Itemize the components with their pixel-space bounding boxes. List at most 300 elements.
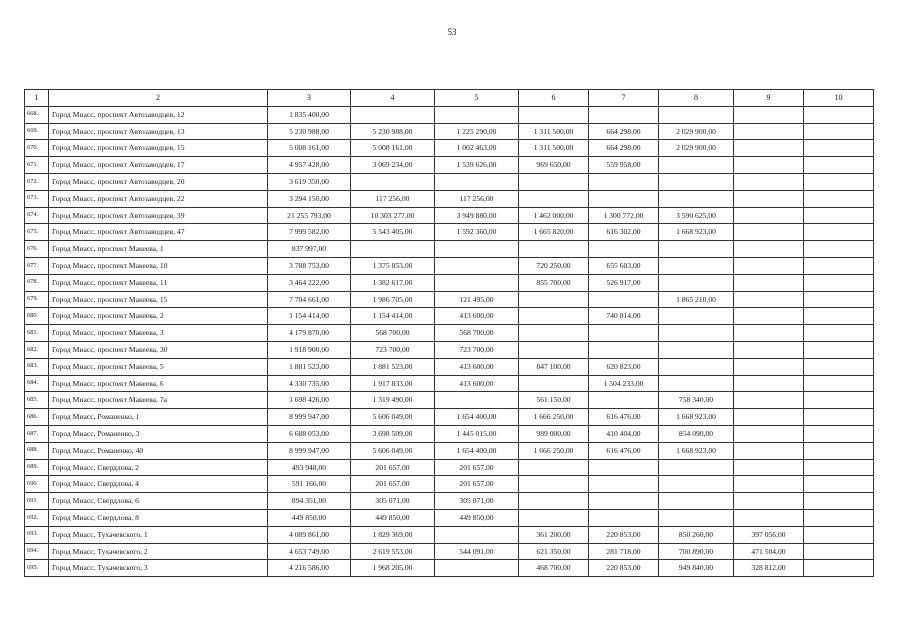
amount-cell: 616 476,00 [589,442,659,459]
row-number-cell: 676. [25,241,49,258]
amount-cell: 1 445 015,00 [435,425,519,442]
row-number-cell: 668. [25,106,49,123]
amount-cell: 989 000,00 [519,425,589,442]
amount-cell: 3 069 234,00 [351,157,435,174]
table-row [25,207,874,224]
amount-cell: 621 350,00 [519,543,589,560]
amount-cell [435,173,519,190]
table-row [25,257,874,274]
amount-cell: 1 829 369,00 [351,526,435,543]
column-header: 10 [804,90,874,107]
amount-cell [804,375,874,392]
amount-cell: 328 812,00 [734,560,804,577]
address-cell: Город Миасс, проспект Макеева, 15 [49,291,268,308]
amount-cell [734,190,804,207]
column-header: 4 [351,90,435,107]
amount-cell: 7 704 661,00 [268,291,351,308]
column-header: 8 [659,90,734,107]
amount-cell [351,106,435,123]
amount-cell: 201 657,00 [435,476,519,493]
amount-cell [804,425,874,442]
address-cell: Город Миасс, проспект Автозаводцев, 15 [49,140,268,157]
address-cell: Город Миасс, проспект Автозаводцев, 20 [49,173,268,190]
address-cell: Город Миасс, проспект Макеева, 11 [49,274,268,291]
amount-cell [734,274,804,291]
amount-cell [804,509,874,526]
address-cell: Город Миасс, проспект Макеева, 5 [49,358,268,375]
row-number-cell: 684. [25,375,49,392]
amount-cell: 1 154 414,00 [351,308,435,325]
amount-cell: 1 668 923,00 [659,409,734,426]
table-row [25,157,874,174]
table-row [25,375,874,392]
amount-cell: 449 850,00 [435,509,519,526]
amount-cell: 413 600,00 [435,358,519,375]
table-row [25,106,874,123]
amount-cell [804,157,874,174]
amount-cell [351,173,435,190]
amount-cell: 220 853,00 [589,560,659,577]
amount-cell [519,375,589,392]
amount-cell [734,140,804,157]
column-header: 5 [435,90,519,107]
amount-cell [659,509,734,526]
amount-cell: 468 700,00 [519,560,589,577]
amount-cell [804,224,874,241]
column-header: 9 [734,90,804,107]
amount-cell: 720 250,00 [519,257,589,274]
table-row [25,442,874,459]
row-number-cell: 679. [25,291,49,308]
amount-cell: 949 840,00 [659,560,734,577]
amount-cell: 3 619 350,00 [268,173,351,190]
table-body [25,90,874,577]
amount-cell [519,291,589,308]
amount-cell: 568 700,00 [351,325,435,342]
amount-cell: 5 606 049,00 [351,442,435,459]
amount-cell: 1 666 250,00 [519,442,589,459]
amount-cell: 4 330 735,00 [268,375,351,392]
address-cell: Город Миасс, Свердлова, 4 [49,476,268,493]
register-table [24,89,874,577]
address-cell: Город Миасс, Тухачевского, 2 [49,543,268,560]
amount-cell [589,392,659,409]
amount-cell: 1 319 490,00 [351,392,435,409]
table-row [25,392,874,409]
amount-cell [589,190,659,207]
amount-cell [734,106,804,123]
amount-cell [659,493,734,510]
amount-cell [734,442,804,459]
row-number-cell: 672. [25,173,49,190]
address-cell: Город Миасс, проспект Макеева, 1 [49,241,268,258]
amount-cell: 4 216 586,00 [268,560,351,577]
amount-cell: 493 948,00 [268,459,351,476]
amount-cell: 850 260,00 [659,526,734,543]
amount-cell: 5 008 161,00 [351,140,435,157]
address-cell: Город Миасс, проспект Макеева, 30 [49,341,268,358]
address-cell: Город Миасс, Романенко, 1 [49,409,268,426]
amount-cell [734,425,804,442]
amount-cell: 305 071,00 [351,493,435,510]
amount-cell [804,140,874,157]
amount-cell: 568 700,00 [435,325,519,342]
amount-cell [519,190,589,207]
amount-cell: 1 865 210,00 [659,291,734,308]
amount-cell: 1 968 205,00 [351,560,435,577]
row-number-cell: 671. [25,157,49,174]
row-number-cell: 682. [25,341,49,358]
row-number-cell: 685. [25,392,49,409]
amount-cell: 1 881 523,00 [351,358,435,375]
column-header: 1 [25,90,49,107]
amount-cell [589,476,659,493]
amount-cell [804,341,874,358]
amount-cell: 201 657,00 [435,459,519,476]
table-row [25,476,874,493]
amount-cell [659,274,734,291]
amount-cell: 117 256,00 [351,190,435,207]
address-cell: Город Миасс, Романенко, 40 [49,442,268,459]
amount-cell: 1 002 463,00 [435,140,519,157]
amount-cell: 5 230 988,00 [351,123,435,140]
amount-cell [804,392,874,409]
amount-cell: 1 654 400,00 [435,409,519,426]
amount-cell [734,173,804,190]
amount-cell [519,476,589,493]
row-number-cell: 693. [25,526,49,543]
amount-cell [734,257,804,274]
amount-cell [519,493,589,510]
amount-cell: 1 462 000,00 [519,207,589,224]
amount-cell: 220 853,00 [589,526,659,543]
amount-cell: 620 823,00 [589,358,659,375]
address-cell: Город Миасс, Свердлова, 8 [49,509,268,526]
amount-cell: 10 303 277,00 [351,207,435,224]
amount-cell [734,375,804,392]
amount-cell [804,459,874,476]
table-row [25,358,874,375]
amount-cell [804,274,874,291]
amount-cell [804,173,874,190]
amount-cell [589,325,659,342]
amount-cell: 1 539 626,00 [435,157,519,174]
amount-cell [804,526,874,543]
address-cell: Город Миасс, проспект Автозаводцев, 22 [49,190,268,207]
address-cell: Город Миасс, Романенко, 3 [49,425,268,442]
amount-cell [519,106,589,123]
amount-cell [734,207,804,224]
amount-cell: 201 657,00 [351,476,435,493]
amount-cell [351,241,435,258]
amount-cell: 361 200,00 [519,526,589,543]
amount-cell: 1 881 523,00 [268,358,351,375]
amount-cell [589,291,659,308]
amount-cell: 758 340,00 [659,392,734,409]
table-row [25,493,874,510]
amount-cell: 21 255 793,00 [268,207,351,224]
table-row [25,325,874,342]
amount-cell [734,224,804,241]
table-row [25,409,874,426]
table-row [25,173,874,190]
address-cell: Город Миасс, проспект Автозаводцев, 47 [49,224,268,241]
address-cell: Город Миасс, проспект Автозаводцев, 13 [49,123,268,140]
amount-cell [734,325,804,342]
address-cell: Город Миасс, Тухачевского, 1 [49,526,268,543]
amount-cell [804,442,874,459]
amount-cell: 1 654 400,00 [435,442,519,459]
table-row [25,274,874,291]
amount-cell [659,341,734,358]
amount-cell: 8 999 947,00 [268,442,351,459]
address-cell: Город Миасс, проспект Макеева, 7а [49,392,268,409]
address-cell: Город Миасс, Тухачевского, 3 [49,560,268,577]
amount-cell [734,157,804,174]
table-header-row [25,90,874,107]
amount-cell: 1 382 617,00 [351,274,435,291]
row-number-cell: 674. [25,207,49,224]
row-number-cell: 686. [25,409,49,426]
amount-cell [435,526,519,543]
amount-cell [519,308,589,325]
amount-cell: 1 835 400,00 [268,106,351,123]
amount-cell: 449 850,00 [268,509,351,526]
amount-cell: 700 890,00 [659,543,734,560]
amount-cell: 664 298,00 [589,123,659,140]
amount-cell [804,207,874,224]
amount-cell [734,509,804,526]
amount-cell [734,241,804,258]
row-number-cell: 695. [25,560,49,577]
address-cell: Город Миасс, проспект Автозаводцев, 39 [49,207,268,224]
row-number-cell: 692. [25,509,49,526]
table-row [25,140,874,157]
row-number-cell: 680. [25,308,49,325]
amount-cell: 655 603,00 [589,257,659,274]
amount-cell: 4 089 861,00 [268,526,351,543]
amount-cell [734,459,804,476]
amount-cell: 4 957 428,00 [268,157,351,174]
table-row [25,526,874,543]
amount-cell [659,358,734,375]
table-row [25,224,874,241]
amount-cell [804,325,874,342]
amount-cell [734,493,804,510]
row-number-cell: 691. [25,493,49,510]
amount-cell [804,543,874,560]
amount-cell: 1 504 233,00 [589,375,659,392]
amount-cell: 6 688 053,00 [268,425,351,442]
amount-cell [435,392,519,409]
amount-cell: 616 476,00 [589,409,659,426]
amount-cell: 740 814,00 [589,308,659,325]
amount-cell [435,241,519,258]
row-number-cell: 681. [25,325,49,342]
address-cell: Город Миасс, Свердлова, 6 [49,493,268,510]
amount-cell: 664 298,00 [589,140,659,157]
row-number-cell: 687. [25,425,49,442]
amount-cell: 847 100,00 [519,358,589,375]
amount-cell [589,341,659,358]
column-header: 3 [268,90,351,107]
table-row [25,543,874,560]
amount-cell: 4 179 870,00 [268,325,351,342]
amount-cell: 1 311 500,00 [519,123,589,140]
amount-cell: 1 300 772,00 [589,207,659,224]
column-header: 6 [519,90,589,107]
amount-cell [804,123,874,140]
table-row [25,560,874,577]
amount-cell: 969 650,00 [519,157,589,174]
amount-cell: 2 619 553,00 [351,543,435,560]
amount-cell [659,308,734,325]
column-header: 2 [49,90,268,107]
amount-cell: 410 404,00 [589,425,659,442]
amount-cell: 117 256,00 [435,190,519,207]
amount-cell [659,190,734,207]
table-row [25,190,874,207]
address-cell: Город Миасс, Свердлова, 2 [49,459,268,476]
amount-cell: 1 154 414,00 [268,308,351,325]
amount-cell: 1 698 426,00 [268,392,351,409]
amount-cell: 837 997,00 [268,241,351,258]
amount-cell: 413 600,00 [435,308,519,325]
amount-cell [435,257,519,274]
amount-cell: 121 495,00 [435,291,519,308]
amount-cell [519,241,589,258]
amount-cell [659,173,734,190]
amount-cell: 3 590 625,00 [659,207,734,224]
amount-cell [519,459,589,476]
amount-cell: 7 999 582,00 [268,224,351,241]
amount-cell: 1 311 500,00 [519,140,589,157]
amount-cell: 3 949 880,00 [435,207,519,224]
amount-cell: 616 302,00 [589,224,659,241]
amount-cell [519,509,589,526]
amount-cell [734,341,804,358]
amount-cell: 723 700,00 [435,341,519,358]
amount-cell [435,106,519,123]
amount-cell [659,459,734,476]
page-number: 53 [447,27,457,37]
row-number-cell: 683. [25,358,49,375]
amount-cell [804,190,874,207]
amount-cell: 305 071,00 [435,493,519,510]
amount-cell: 561 150,00 [519,392,589,409]
amount-cell [734,409,804,426]
table-row [25,459,874,476]
amount-cell [659,106,734,123]
amount-cell: 2 029 900,00 [659,140,734,157]
amount-cell [435,560,519,577]
amount-cell: 526 917,00 [589,274,659,291]
amount-cell: 8 999 947,00 [268,409,351,426]
amount-cell: 201 657,00 [351,459,435,476]
address-cell: Город Миасс, проспект Макеева, 6 [49,375,268,392]
amount-cell: 5 543 405,00 [351,224,435,241]
amount-cell: 1 665 820,00 [519,224,589,241]
amount-cell [589,241,659,258]
amount-cell: 544 091,00 [435,543,519,560]
address-cell: Город Миасс, проспект Макеева, 3 [49,325,268,342]
amount-cell [589,509,659,526]
amount-cell [804,308,874,325]
amount-cell [589,459,659,476]
row-number-cell: 690. [25,476,49,493]
amount-cell [519,341,589,358]
amount-cell: 5 008 161,00 [268,140,351,157]
amount-cell: 3 464 222,00 [268,274,351,291]
amount-cell: 3 294 150,00 [268,190,351,207]
row-number-cell: 678. [25,274,49,291]
amount-cell: 1 918 900,00 [268,341,351,358]
amount-cell [804,291,874,308]
amount-cell [589,173,659,190]
amount-cell [734,123,804,140]
amount-cell [734,291,804,308]
amount-cell [659,157,734,174]
amount-cell [659,325,734,342]
amount-cell: 2 029 900,00 [659,123,734,140]
amount-cell: 1 668 923,00 [659,442,734,459]
amount-cell [734,476,804,493]
amount-cell [519,325,589,342]
amount-cell [804,241,874,258]
amount-cell [659,375,734,392]
amount-cell: 1 666 250,00 [519,409,589,426]
table-row [25,509,874,526]
amount-cell: 1 592 360,00 [435,224,519,241]
amount-cell: 3 788 753,00 [268,257,351,274]
amount-cell: 1 986 705,00 [351,291,435,308]
column-header: 7 [589,90,659,107]
table-row [25,341,874,358]
amount-cell: 854 090,00 [659,425,734,442]
amount-cell [804,358,874,375]
table-row [25,241,874,258]
amount-cell: 1 375 853,00 [351,257,435,274]
amount-cell: 5 230 988,00 [268,123,351,140]
row-number-cell: 669. [25,123,49,140]
amount-cell [589,493,659,510]
amount-cell [519,173,589,190]
amount-cell: 4 653 749,00 [268,543,351,560]
row-number-cell: 689. [25,459,49,476]
amount-cell: 1 917 833,00 [351,375,435,392]
table-row [25,308,874,325]
amount-cell [659,257,734,274]
amount-cell [659,241,734,258]
amount-cell: 281 718,00 [589,543,659,560]
row-number-cell: 688. [25,442,49,459]
amount-cell: 591 166,00 [268,476,351,493]
row-number-cell: 673. [25,190,49,207]
amount-cell: 894 351,00 [268,493,351,510]
amount-cell: 559 958,00 [589,157,659,174]
amount-cell: 397 056,00 [734,526,804,543]
amount-cell: 855 700,00 [519,274,589,291]
amount-cell [734,308,804,325]
amount-cell [804,493,874,510]
amount-cell [589,106,659,123]
row-number-cell: 675. [25,224,49,241]
address-cell: Город Миасс, проспект Макеева, 2 [49,308,268,325]
table-row [25,123,874,140]
amount-cell: 413 600,00 [435,375,519,392]
address-cell: Город Миасс, проспект Автозаводцев, 12 [49,106,268,123]
amount-cell [435,274,519,291]
